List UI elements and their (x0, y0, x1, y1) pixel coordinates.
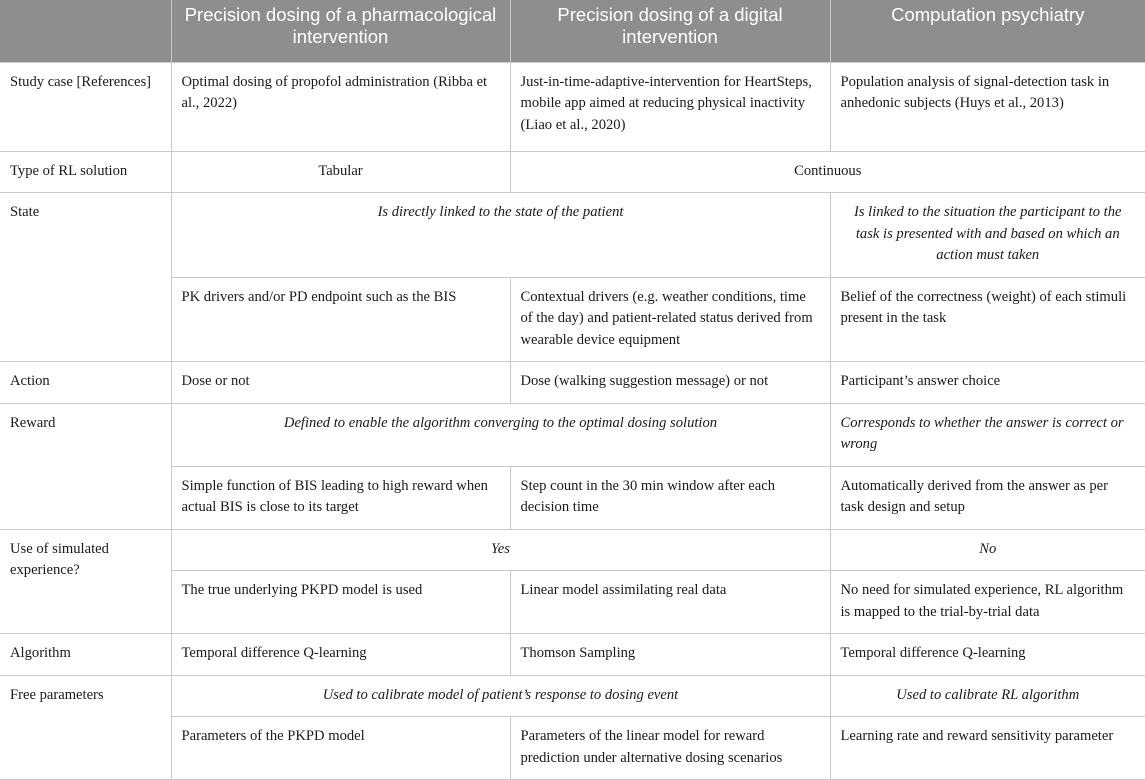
cell: Step count in the 30 min window after each decision time (510, 466, 830, 529)
cell: Optimal dosing of propofol administration (Ribba et al., 2022) (171, 62, 510, 151)
cell: Thomson Sampling (510, 634, 830, 676)
cell: PK drivers and/or PD endpoint such as the BIS (171, 277, 510, 362)
cell: No (830, 529, 1145, 571)
cell: Tabular (171, 151, 510, 193)
cell-merged: Yes (171, 529, 830, 571)
table-row (0, 571, 1145, 634)
cell: Population analysis of signal-detection task in anhedonic subjects (Huys et al., 2013) (830, 62, 1145, 151)
cell: Dose or not (171, 362, 510, 404)
cell: Contextual drivers (e.g. weather conditions, time of the day) and patient-related status derived from wearable device equipment (510, 277, 830, 362)
cell: Temporal difference Q-learning (830, 634, 1145, 676)
table-row (0, 466, 1145, 529)
cell-merged: Continuous (510, 151, 1145, 193)
row-label: Algorithm (0, 634, 171, 676)
cell: Participant’s answer choice (830, 362, 1145, 404)
row-label: State (0, 193, 171, 362)
cell: Temporal difference Q-learning (171, 634, 510, 676)
cell: Learning rate and reward sensitivity parameter (830, 717, 1145, 780)
table-row (0, 193, 1145, 278)
table-row (0, 634, 1145, 676)
cell: Corresponds to whether the answer is correct or wrong (830, 403, 1145, 466)
cell-merged: Used to calibrate model of patient’s response to dosing event (171, 675, 830, 717)
row-label: Type of RL solution (0, 151, 171, 193)
cell: Used to calibrate RL algorithm (830, 675, 1145, 717)
cell: Just-in-time-adaptive-intervention for HeartSteps, mobile app aimed at reducing physical inactivity (Liao et al., 2020) (510, 62, 830, 151)
cell: Belief of the correctness (weight) of each stimuli present in the task (830, 277, 1145, 362)
table-row (0, 529, 1145, 571)
header-digital: Precision dosing of a digital intervention (510, 0, 830, 62)
cell: The true underlying PKPD model is used (171, 571, 510, 634)
row-label: Free parameters (0, 675, 171, 780)
header-row (0, 0, 1145, 62)
cell: Parameters of the PKPD model (171, 717, 510, 780)
cell: Automatically derived from the answer as per task design and setup (830, 466, 1145, 529)
cell: Simple function of BIS leading to high reward when actual BIS is close to its target (171, 466, 510, 529)
cell: Dose (walking suggestion message) or not (510, 362, 830, 404)
header-pharmacological: Precision dosing of a pharmacological intervention (171, 0, 510, 62)
header-empty (0, 0, 171, 62)
table-row (0, 62, 1145, 151)
cell: Parameters of the linear model for reward prediction under alternative dosing scenarios (510, 717, 830, 780)
table-row (0, 362, 1145, 404)
cell-merged: Is directly linked to the state of the patient (171, 193, 830, 278)
row-label: Use of simulated experience? (0, 529, 171, 634)
cell: Linear model assimilating real data (510, 571, 830, 634)
table-row (0, 717, 1145, 780)
table-row (0, 151, 1145, 193)
header-computation-psychiatry: Computation psychiatry (830, 0, 1145, 62)
row-label: Action (0, 362, 171, 404)
cell: No need for simulated experience, RL algorithm is mapped to the trial-by-trial data (830, 571, 1145, 634)
table-row (0, 277, 1145, 362)
cell: Is linked to the situation the participant to the task is presented with and based on which an action must taken (830, 193, 1145, 278)
table-row (0, 403, 1145, 466)
row-label: Reward (0, 403, 171, 529)
row-label: Study case [References] (0, 62, 171, 151)
cell-merged: Defined to enable the algorithm converging to the optimal dosing solution (171, 403, 830, 466)
table-row (0, 675, 1145, 717)
